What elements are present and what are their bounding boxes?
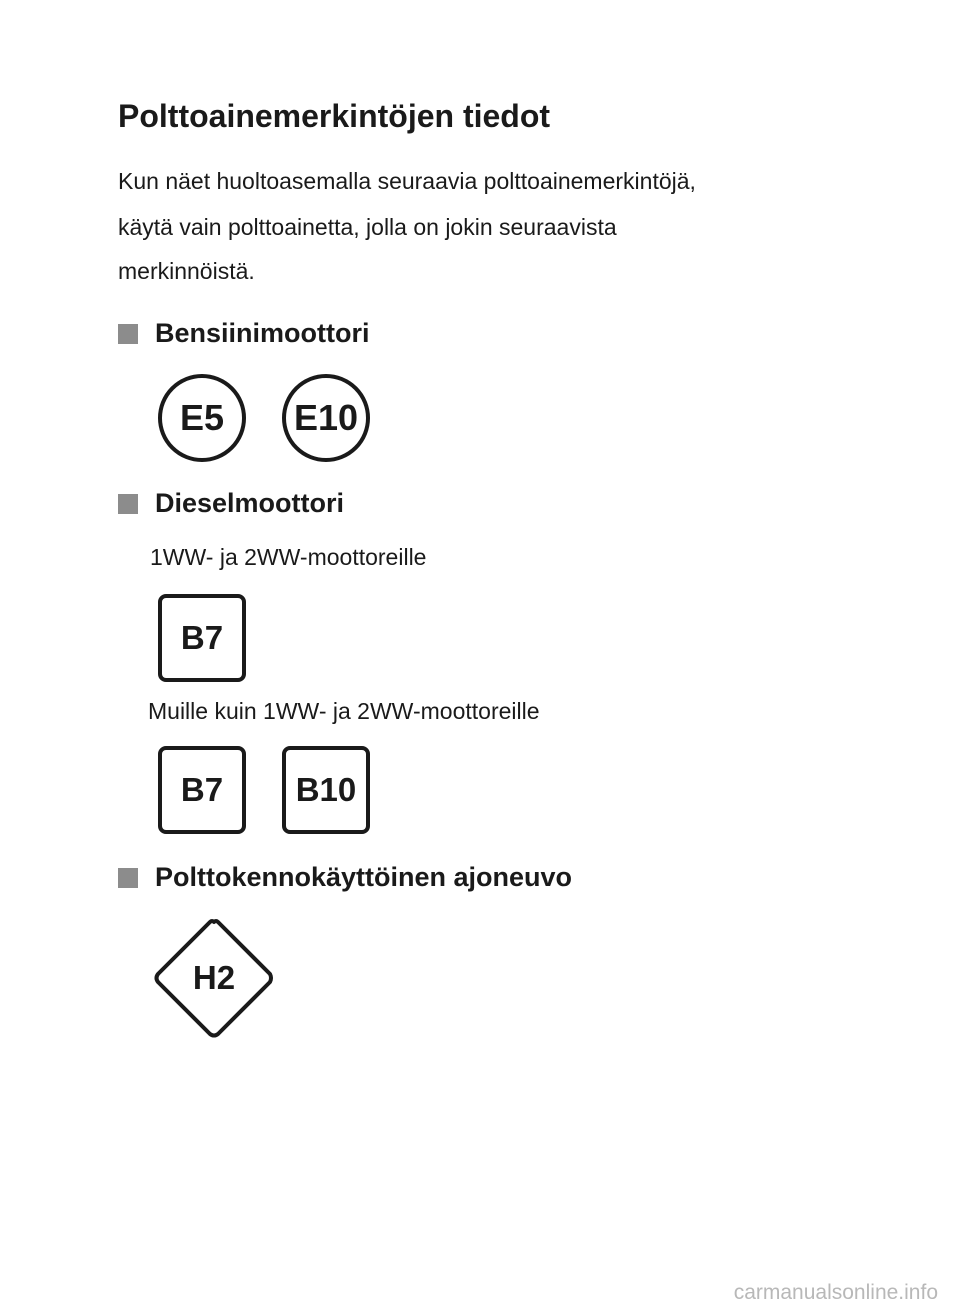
section-heading-diesel — [118, 488, 344, 519]
fuel-label-h2-text: H2 — [192, 959, 236, 996]
fuel-label-e5-circle: E5 — [158, 374, 246, 462]
diesel-note-other-engines: Muille kuin 1WW- ja 2WW-moottoreille — [148, 698, 540, 724]
watermark: carmanualsonline.info — [733, 1281, 938, 1304]
section-heading-petrol — [118, 318, 370, 349]
square-bullet-icon — [118, 868, 138, 888]
fuel-label-b10-square: B10 — [282, 746, 370, 834]
intro-line-1: Kun näet huoltoasemalla seuraavia polttoainemerkintöjä, — [118, 168, 696, 194]
intro-line-3: merkinnöistä. — [118, 258, 255, 284]
section-heading-fuel-cell-label: Polttokennokäyttöinen ajoneuvo — [155, 862, 573, 892]
intro-line-2: käytä vain polttoainetta, jolla on jokin seuraavista — [118, 214, 617, 240]
fuel-label-b7-square: B7 — [158, 594, 246, 682]
section-heading-petrol-label: Bensiinimoottori — [155, 318, 370, 348]
square-bullet-icon — [118, 324, 138, 344]
fuel-label-h2-diamond — [152, 916, 276, 1040]
diesel-note-1ww-2ww: 1WW- ja 2WW-moottoreille — [150, 544, 427, 570]
section-heading-diesel-label: Dieselmoottori — [155, 488, 345, 518]
square-bullet-icon — [118, 494, 138, 514]
page-title: Polttoainemerkintöjen tiedot — [118, 98, 551, 134]
fuel-label-e10-circle: E10 — [282, 374, 370, 462]
section-heading-fuel-cell — [118, 862, 572, 893]
fuel-label-b7-square: B7 — [158, 746, 246, 834]
